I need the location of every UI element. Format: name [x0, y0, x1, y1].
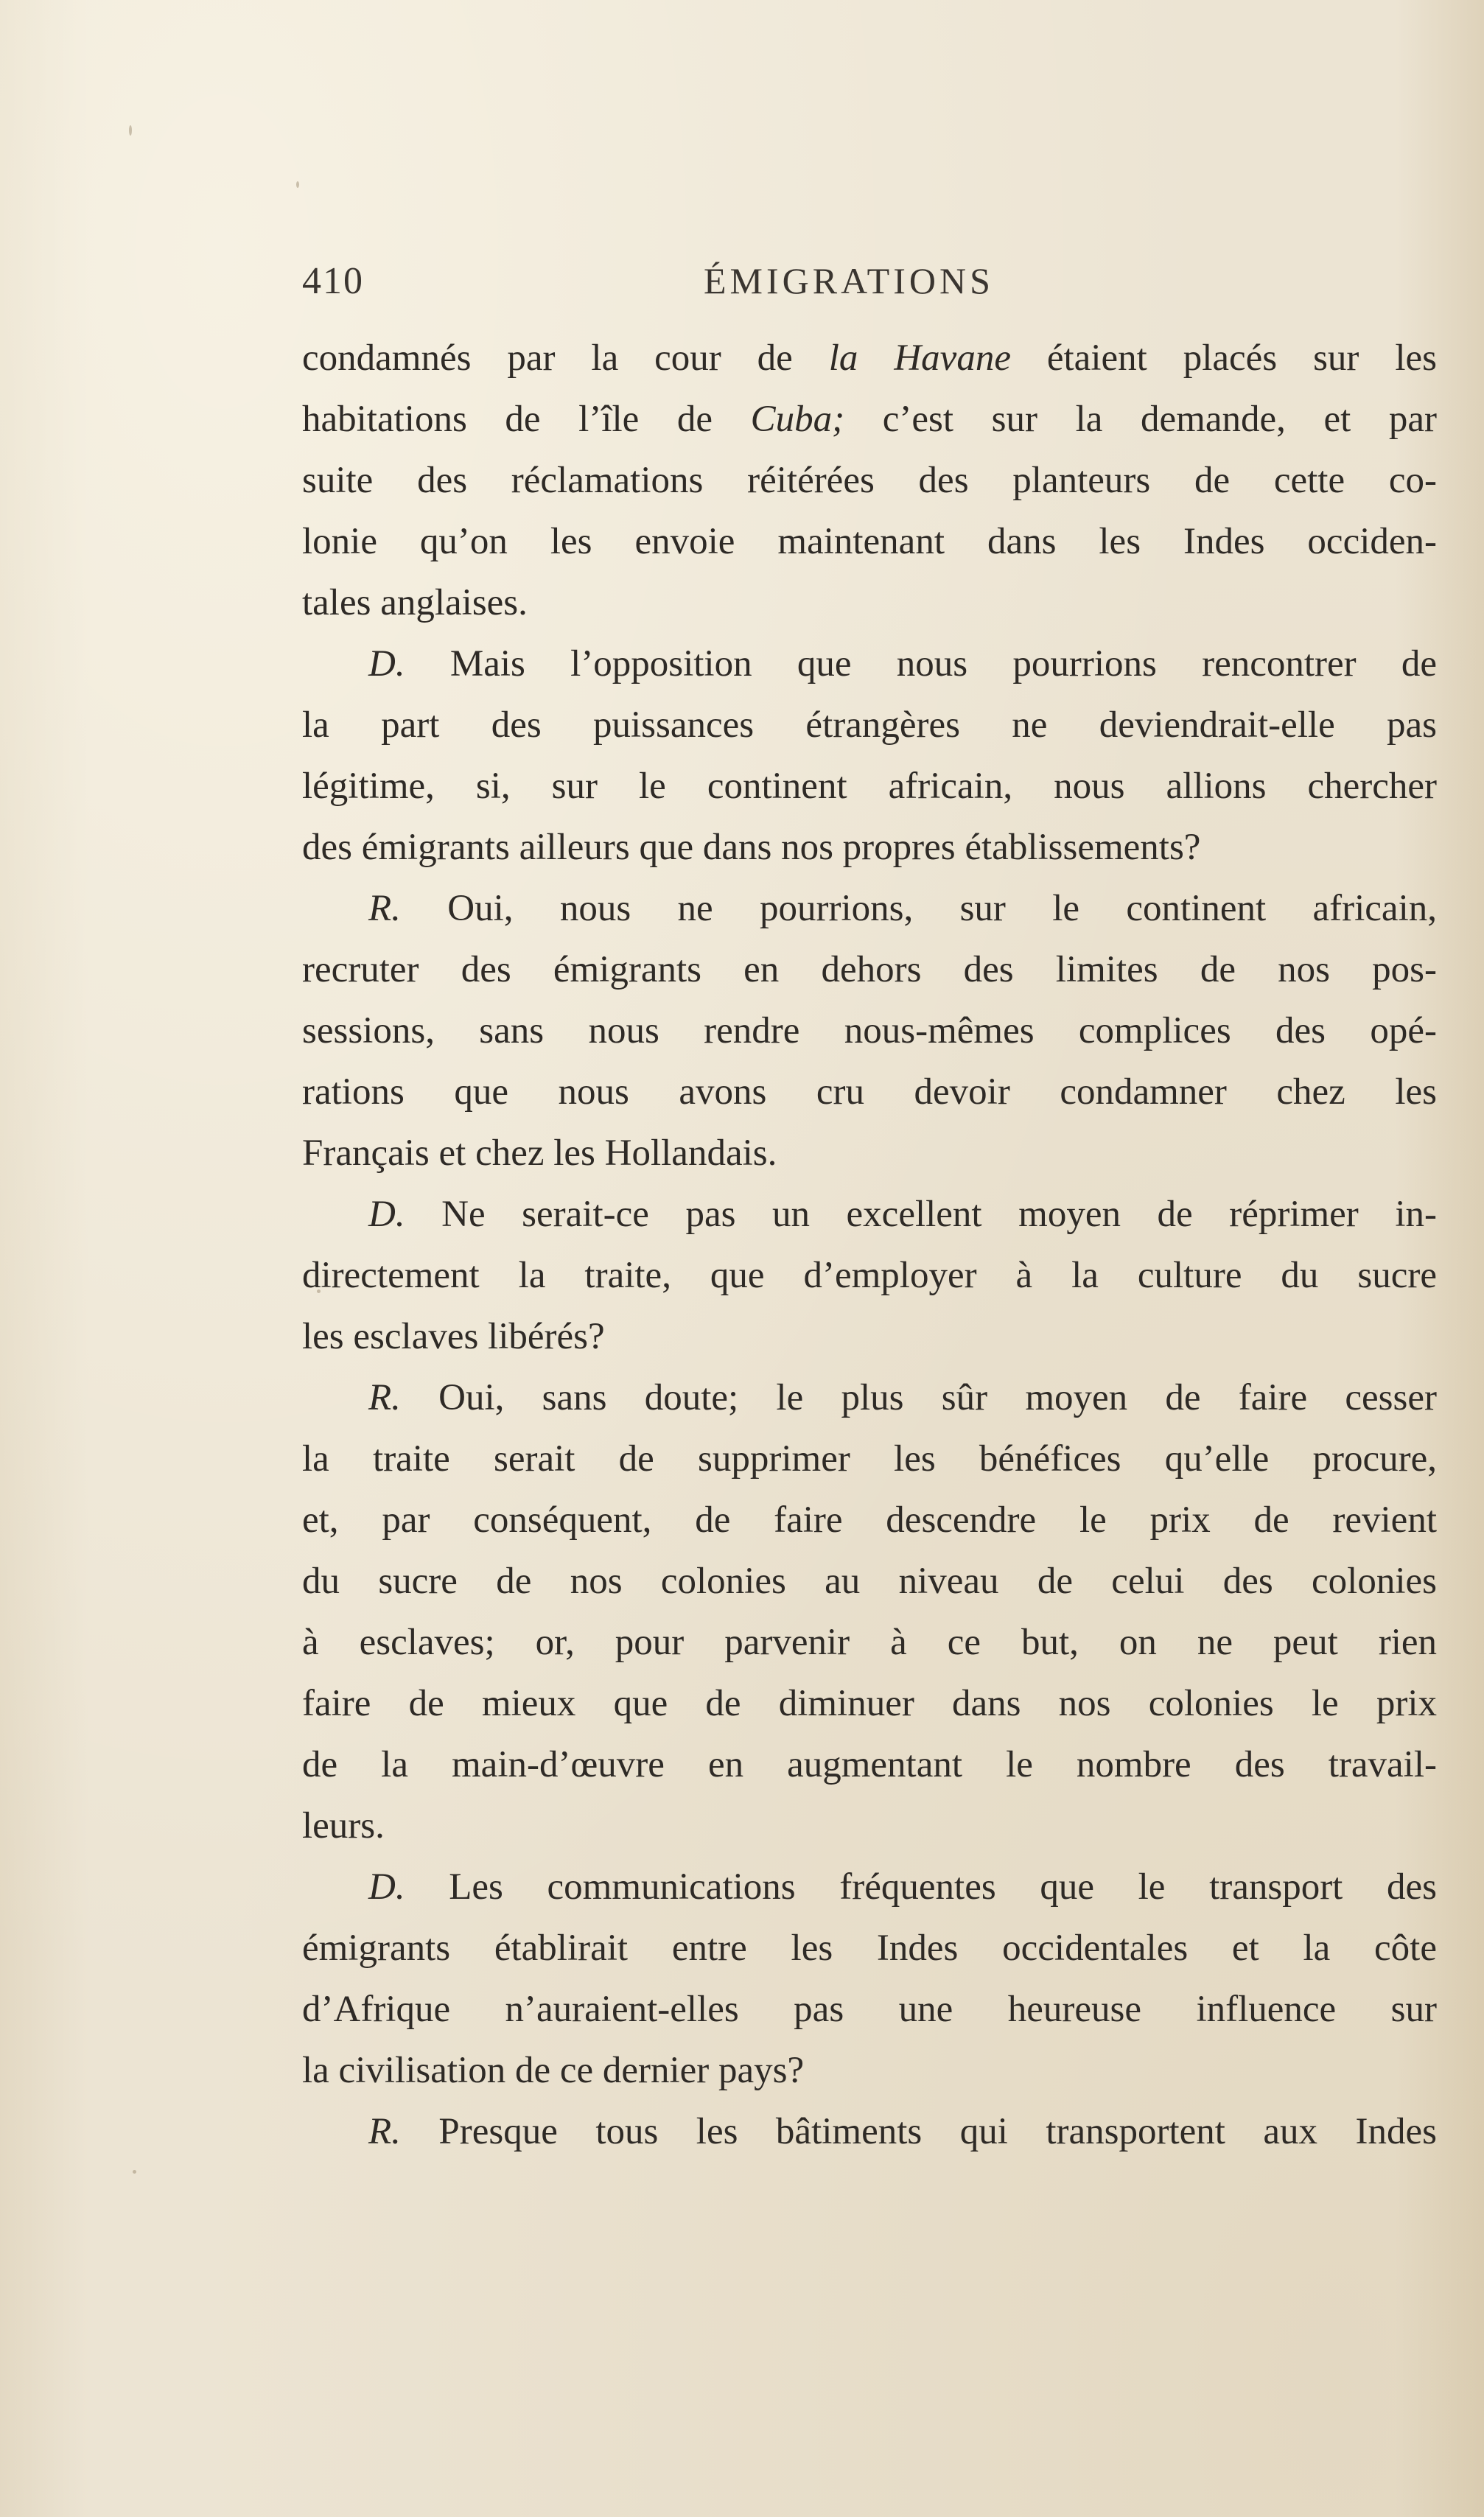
text-run: les esclaves libérés? — [302, 1316, 605, 1357]
text-run: la traite serait de supprimer les bénéfices qu’elle procure, — [302, 1438, 1437, 1480]
text-run: tales anglaises. — [302, 582, 528, 623]
text-line — [302, 1857, 1437, 1918]
text-line — [302, 1184, 1437, 1245]
page-header — [302, 259, 1437, 318]
text-run: faire de mieux que de diminuer dans nos colonies le prix — [302, 1683, 1437, 1724]
text-line — [302, 1062, 1437, 1123]
text-run: la civilisation de ce dernier pays? — [302, 2050, 805, 2091]
text-line — [302, 634, 1437, 695]
text-run: Presque tous les bâtiments qui transportent aux Indes — [400, 2111, 1437, 2152]
text-line — [302, 1245, 1437, 1306]
speaker-marker: R. — [368, 888, 401, 929]
text-line — [302, 1123, 1437, 1184]
text-run: émigrants établirait entre les Indes occidentales et la côte — [302, 1928, 1437, 1969]
text-run: du sucre de nos colonies au niveau de celui des colonies — [302, 1561, 1437, 1602]
text-line — [302, 1612, 1437, 1673]
text-line — [302, 573, 1437, 634]
text-line — [302, 1490, 1437, 1551]
text-run: Ne serait-ce pas un excellent moyen de réprimer in- — [405, 1194, 1437, 1235]
text-line — [302, 695, 1437, 756]
text-run: de la main-d’œuvre en augmentant le nombre des travail- — [302, 1744, 1437, 1785]
speaker-marker: D. — [368, 1194, 405, 1235]
paragraph — [302, 328, 1437, 634]
text-line — [302, 756, 1437, 817]
text-line — [302, 1551, 1437, 1612]
text-run: légitime, si, sur le continent africain, nous allions chercher — [302, 766, 1437, 807]
text-line — [302, 2040, 1437, 2101]
text-run: Oui, sans doute; le plus sûr moyen de faire cesser — [400, 1377, 1437, 1418]
text-run: suite des réclamations réitérées des planteurs de cette co- — [302, 460, 1437, 501]
text-run: habitations de l’île de — [302, 399, 751, 440]
paragraph — [302, 1857, 1437, 2101]
text-line — [302, 1918, 1437, 1979]
text-line — [302, 1306, 1437, 1368]
italic-text-run: la Havane — [828, 337, 1011, 379]
text-run: rations que nous avons cru devoir condamner chez les — [302, 1071, 1437, 1113]
text-run: leurs. — [302, 1805, 385, 1846]
text-run: directement la traite, que d’employer à la culture du sucre — [302, 1255, 1437, 1296]
text-run: à esclaves; or, pour parvenir à ce but, on ne peut rien — [302, 1622, 1437, 1663]
speaker-marker: D. — [368, 1866, 405, 1908]
speaker-marker: R. — [368, 2111, 401, 2152]
paragraph — [302, 1368, 1437, 1857]
text-run: Français et chez les Hollandais. — [302, 1133, 777, 1174]
text-run: d’Afrique n’auraient-elles pas une heureuse influence sur — [302, 1989, 1437, 2030]
paragraph — [302, 1184, 1437, 1368]
paragraph — [302, 878, 1437, 1184]
text-run: la part des puissances étrangères ne deviendrait-elle pas — [302, 704, 1437, 746]
text-line — [302, 1796, 1437, 1857]
paragraph — [302, 2101, 1437, 2163]
italic-text-run: Cuba; — [750, 399, 845, 440]
text-run: Mais l’opposition que nous pourrions rencontrer de — [405, 643, 1437, 685]
paper-speck — [296, 181, 299, 188]
text-line — [302, 1979, 1437, 2040]
text-run: lonie qu’on les envoie maintenant dans les Indes occiden- — [302, 521, 1437, 562]
text-line — [302, 1368, 1437, 1429]
text-run: sessions, sans nous rendre nous-mêmes complices des opé- — [302, 1010, 1437, 1051]
text-run: Les communications fréquentes que le transport des — [405, 1866, 1437, 1908]
text-run: recruter des émigrants en dehors des limites de nos pos- — [302, 949, 1437, 990]
text-line — [302, 1673, 1437, 1734]
paragraph — [302, 634, 1437, 878]
paper-speck — [133, 2170, 136, 2174]
text-line — [302, 511, 1437, 573]
paper-speck — [129, 125, 132, 136]
text-run: condamnés par la cour de — [302, 337, 829, 379]
speaker-marker: R. — [368, 1377, 401, 1418]
text-line — [302, 450, 1437, 511]
text-run: étaient placés sur les — [1010, 337, 1437, 379]
page-number: 410 — [302, 260, 364, 302]
text-line — [302, 939, 1437, 1001]
text-run: et, par conséquent, de faire descendre le prix de revient — [302, 1499, 1437, 1541]
text-run: des émigrants ailleurs que dans nos propres établissements? — [302, 827, 1201, 868]
speaker-marker: D. — [368, 643, 405, 685]
text-run: c’est sur la demande, et par — [844, 399, 1437, 440]
text-line — [302, 328, 1437, 389]
text-line — [302, 2101, 1437, 2163]
running-title: ÉMIGRATIONS — [704, 260, 994, 301]
paper-speck — [317, 1289, 321, 1293]
text-line — [302, 389, 1437, 450]
text-run: Oui, nous ne pourrions, sur le continent africain, — [400, 888, 1437, 929]
text-line — [302, 1734, 1437, 1796]
body-text — [302, 328, 1437, 2163]
text-line — [302, 878, 1437, 939]
text-line — [302, 1429, 1437, 1490]
text-line — [302, 817, 1437, 878]
text-line — [302, 1001, 1437, 1062]
